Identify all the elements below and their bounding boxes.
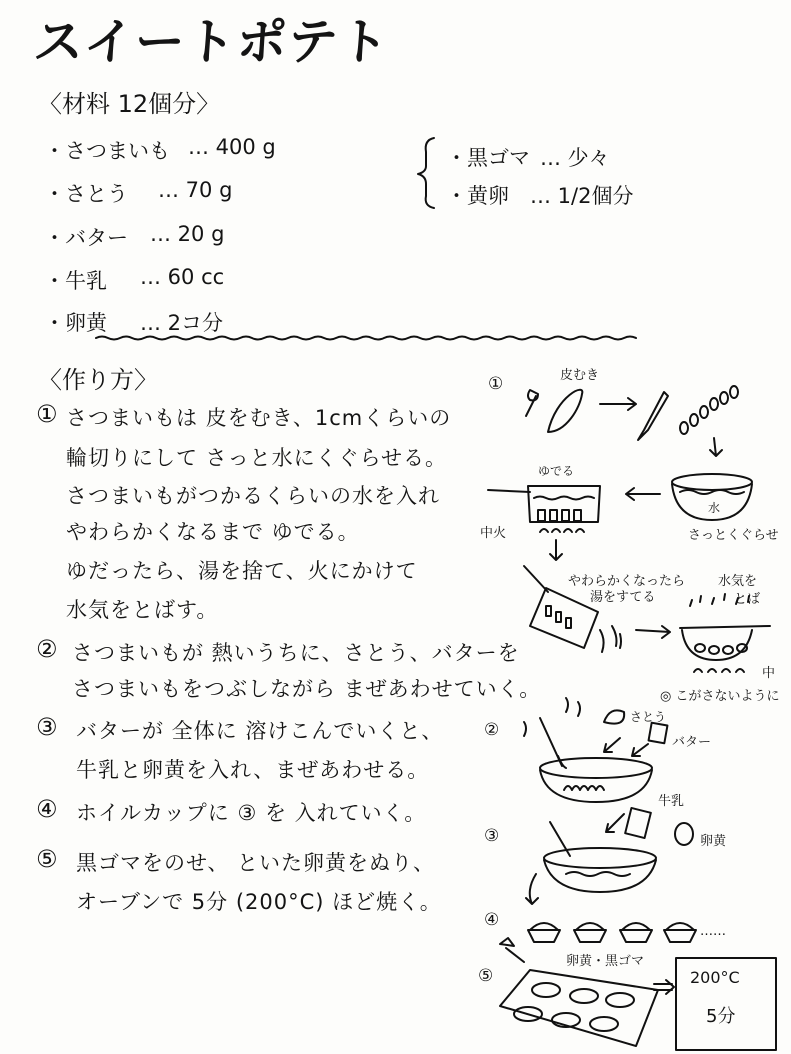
ingredient-amount: … 60 cc: [140, 265, 225, 289]
arrow-icon: [632, 744, 648, 756]
label-drain-2: 湯をすてる: [590, 590, 656, 605]
illus-step-number: ③: [484, 826, 500, 846]
label-yolk: 卵黄: [700, 834, 727, 849]
oven-time: 5分: [706, 1006, 736, 1027]
oven-temperature: 200°C: [690, 968, 740, 987]
ingredient-amount: … 70 g: [158, 178, 233, 202]
arrow-icon: [604, 738, 620, 752]
ingredient-amount: … 2コ分: [140, 311, 224, 335]
ingredient-name: ・さとう: [44, 182, 128, 206]
step-line: さつまいもは 皮をむき、1cmくらいの: [66, 406, 452, 430]
baking-tray-icon: [500, 938, 658, 1046]
step-line: 輪切りにして さっと水にくぐらせる。: [66, 446, 448, 470]
arrow-icon: [636, 626, 670, 638]
step-line: やわらかくなるまで ゆでる。: [66, 520, 360, 544]
topping-amount: … 1/2個分: [530, 184, 634, 208]
milk-carton-icon: [625, 808, 651, 838]
step-line: 黒ゴマをのせ、 といた卵黄をぬり、: [76, 851, 436, 875]
step-line: オーブンで 5分 (200°C) ほど焼く。: [76, 890, 442, 914]
oven-icon: [676, 958, 776, 1050]
step-line: ホイルカップに ③ を 入れていく。: [76, 801, 427, 825]
page-title: スイートポテト: [31, 13, 392, 71]
arrow-icon: [626, 488, 660, 500]
ingredient-amount: … 400 g: [188, 135, 276, 159]
arrow-icon: [606, 814, 624, 832]
label-butter: バター: [672, 735, 712, 750]
illus-step-number: ①: [488, 374, 504, 394]
label-no-burn: ◎ こがさないように: [660, 689, 780, 704]
mixing-bowl-icon: [544, 822, 656, 892]
sweet-potato-icon: [548, 390, 582, 432]
ingredient-name: ・さつまいも: [44, 139, 170, 163]
label-boil: ゆでる: [538, 464, 575, 478]
arrow-icon: [600, 398, 636, 410]
step-number: ②: [36, 635, 59, 663]
butter-block-icon: [649, 723, 668, 744]
method-heading: 〈作り方〉: [38, 366, 158, 394]
peeler-icon: [526, 390, 538, 416]
step-line: 牛乳と卵黄を入れ、まぜあわせる。: [76, 758, 430, 782]
step-number: ④: [36, 795, 59, 823]
illus-step-number: ④: [484, 910, 500, 930]
topping-name: ・黄卵: [446, 184, 509, 208]
label-dry-2: とば: [734, 592, 761, 607]
arrow-icon: [710, 438, 722, 456]
brace-mark: [418, 138, 434, 208]
arrow-icon: [526, 874, 538, 904]
illus-step-number: ②: [484, 720, 500, 740]
step-line: さつまいもが 熱いうちに、さとう、バターを: [72, 641, 520, 665]
step-line: ゆだったら、湯を捨て、火にかけて: [66, 559, 418, 583]
step-line: さつまいもがつかるくらいの水を入れ: [66, 484, 440, 508]
step-line: 水気をとばす。: [66, 598, 219, 622]
step-line: バターが 全体に 溶けこんでいくと、: [76, 719, 444, 743]
label-mid: 中: [762, 666, 776, 681]
step-line: さつまいもをつぶしながら まぜあわせていく。: [72, 677, 542, 701]
topping-amount: … 少々: [540, 146, 610, 170]
ingredient-name: ・バター: [44, 226, 128, 250]
arrow-icon: [550, 540, 562, 560]
egg-yolk-icon: [675, 823, 693, 845]
step-number: ③: [36, 713, 59, 741]
cooking-pot-icon: [488, 486, 600, 532]
foil-cups-icon: [528, 923, 696, 942]
topping-name: ・黒ゴマ: [446, 146, 530, 170]
ingredients-heading: 〈材料 12個分〉: [38, 90, 221, 118]
label-medium-heat: 中火: [480, 526, 507, 541]
label-peel: 皮むき: [560, 368, 600, 383]
ingredient-amount: … 20 g: [150, 222, 225, 246]
water-bowl-icon: [672, 474, 752, 520]
ingredient-name: ・卵黄: [44, 311, 107, 335]
label-drain: やわらかくなったら: [568, 574, 686, 589]
sliced-potato-icon: [680, 386, 738, 434]
label-topping: 卵黄・黒ゴマ: [566, 954, 645, 969]
label-sugar: さとう: [630, 710, 667, 724]
draining-pot-icon: [524, 566, 621, 652]
label-dip: さっとくぐらせ: [688, 528, 779, 543]
wavy-divider: [96, 337, 636, 340]
label-dry: 水気を: [718, 574, 758, 589]
knife-icon: [638, 392, 668, 440]
step-number: ⑤: [36, 845, 59, 873]
label-water: 水: [708, 501, 721, 515]
illus-step-number: ⑤: [478, 966, 494, 986]
drying-pan-icon: [680, 594, 770, 672]
step-number: ①: [36, 400, 59, 428]
label-dots: ……: [700, 924, 726, 939]
ingredient-name: ・牛乳: [44, 269, 107, 293]
sugar-pile-icon: [604, 710, 624, 723]
label-milk: 牛乳: [658, 794, 685, 809]
